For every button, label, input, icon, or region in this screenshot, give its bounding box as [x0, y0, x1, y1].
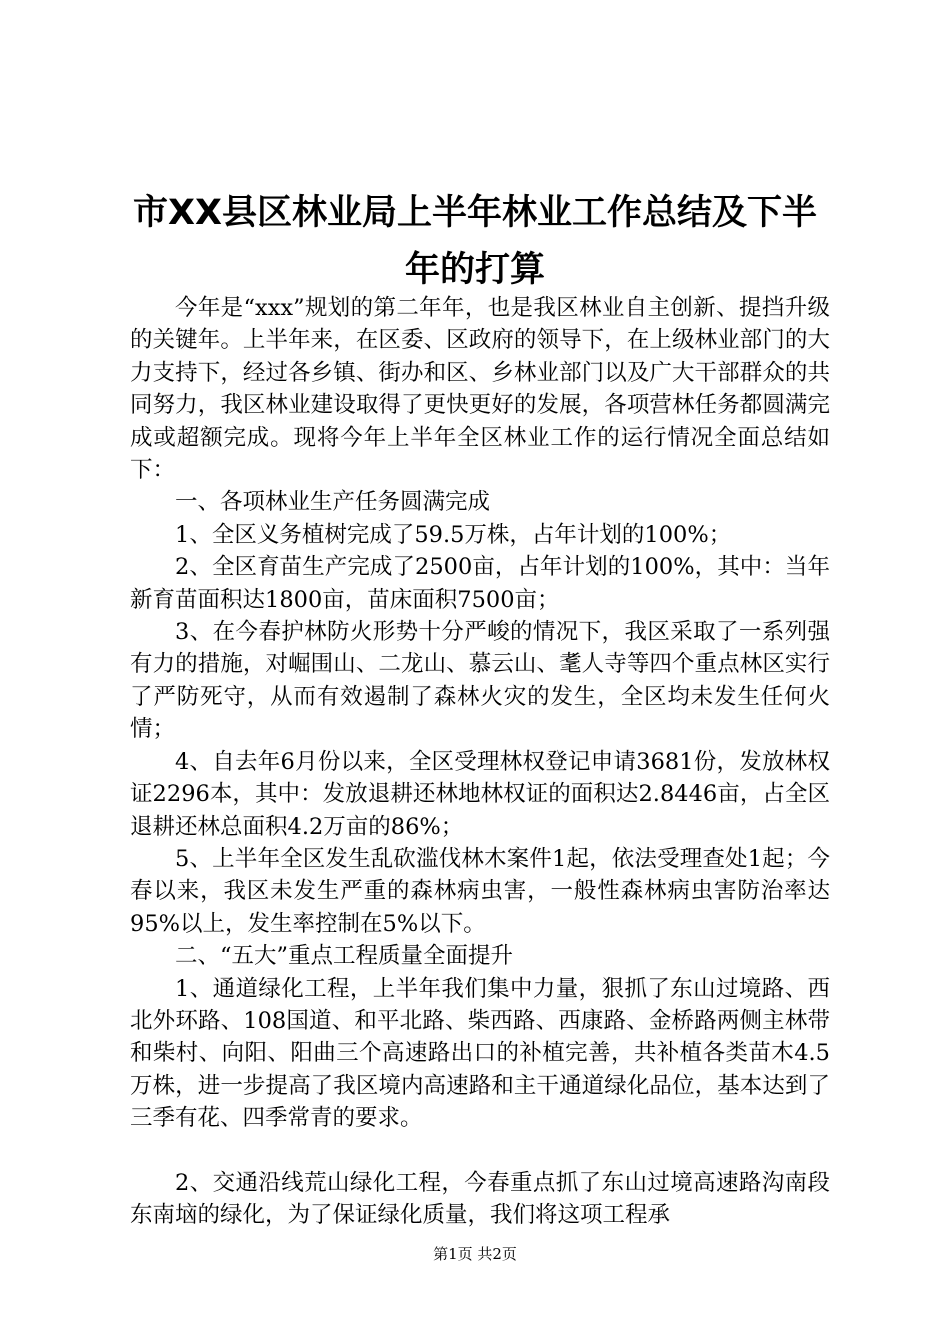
section-heading-1: 一、各项林业生产任务圆满完成 [175, 489, 491, 516]
list-item-5: 5、上半年全区发生乱砍滥伐林木案件1起，依法受理查处1起；今春以来，我区未发生严重的森林病虫害，一般性森林病虫害防治率达95%以上，发生率控制在5%以下。 [130, 845, 830, 937]
list-item-4: 4、自去年6月份以来，全区受理林权登记申请3681份，发放林权证2296本，其中：发放退耕还林地林权证的面积达2.8446亩，占全区退耕还林总面积4.2万亩的86%； [130, 748, 830, 840]
document-title-line-2: 年的打算 [404, 250, 545, 290]
list-item-2: 2、全区育苗生产完成了2500亩，占年计划的100%，其中：当年新育苗面积达1800亩，苗床面积7500亩； [130, 554, 830, 613]
section-2-item-1: 1、通道绿化工程，上半年我们集中力量，狠抓了东山过境路、西北外环路、108国道、和平北路、柴西路、西康路、金桥路两侧主林带和柴村、向阳、阳曲三个高速路出口的补植完善，共补植各类苗木4.5万株，进一步提高了我区境内高速路和主干通道绿化品位，基本达到了三季有花、四季常青的要求。 [130, 975, 830, 1132]
document-body [130, 292, 830, 1231]
section-heading-2: 二、“五大”重点工程质量全面提升 [175, 943, 514, 970]
document-title-line-1: 市XX县区林业局上半年林业工作总结及下半 [133, 193, 817, 233]
section-2-item-2: 2、交通沿线荒山绿化工程，今春重点抓了东山过境高速路沟南段东南垴的绿化，为了保证绿化质量，我们将这项工程承 [130, 1169, 830, 1228]
list-item-1: 1、全区义务植树完成了59.5万株，占年计划的100%； [175, 521, 732, 548]
intro-paragraph: 今年是“xxx”规划的第二年年，也是我区林业自主创新、提挡升级的关键年。上半年来，在区委、区政府的领导下，在上级林业部门的大力支持下，经过各乡镇、街办和区、乡林业部门以及广大干部群众的共同努力，我区林业建设取得了更快更好的发展，各项营林任务都圆满完成或超额完成。现将今年上半年全区林业工作的运行情况全面总结如下： [130, 295, 830, 484]
page-footer: 第1页 共2页 [433, 1245, 517, 1263]
list-item-3: 3、在今春护林防火形势十分严峻的情况下，我区采取了一系列强有力的措施，对崛围山、二龙山、慕云山、耄人寺等四个重点林区实行了严防死守，从而有效遏制了森林火灾的发生，全区均未发生任何火情； [130, 619, 830, 743]
